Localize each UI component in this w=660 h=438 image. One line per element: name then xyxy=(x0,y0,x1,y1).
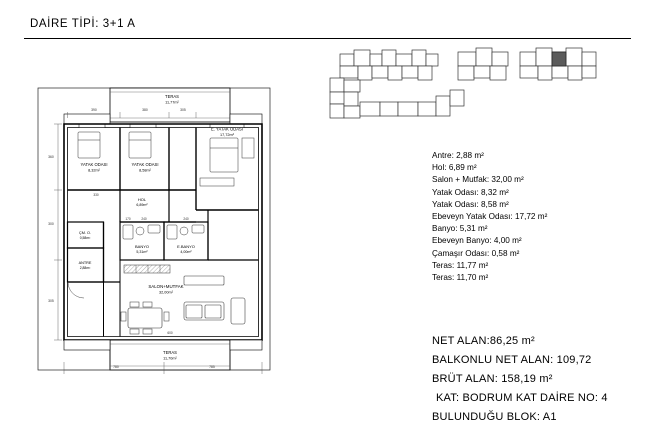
room-label: YATAK ODASI xyxy=(80,162,108,167)
room-label: ÇM. O. xyxy=(78,231,92,235)
area-item: Salon + Mutfak: 32,00 m² xyxy=(432,175,524,185)
area-item: Yatak Odası: 8,58 m² xyxy=(432,199,509,209)
area-item: Ebeveyn Yatak Odası: 17,72 m² xyxy=(432,212,548,222)
dimension-inner: 330 xyxy=(93,193,99,197)
room-area: 8,58m² xyxy=(139,168,151,173)
dimension-left: 360 xyxy=(48,155,54,159)
room-label: E.BANYO xyxy=(177,244,195,249)
area-item: Teras: 11,70 m² xyxy=(432,273,489,283)
title-divider xyxy=(24,38,631,39)
room-area: 5,31m² xyxy=(136,250,148,254)
dimension-left: 305 xyxy=(48,299,54,303)
highlighted-unit-marker xyxy=(552,52,566,66)
room-area: 17,72m² xyxy=(220,133,234,137)
room-label: SALON+MUTFAK xyxy=(148,284,184,289)
dimension-top: 390 xyxy=(91,108,97,112)
dimension-top: 380 xyxy=(142,108,148,112)
dimension-inner: 600 xyxy=(167,331,173,335)
area-item: Yatak Odası: 8,32 m² xyxy=(432,187,509,197)
area-item: Antre: 2,88 m² xyxy=(432,151,484,160)
dimension-bottom: 785 xyxy=(209,365,215,369)
dimension-bottom: 780 xyxy=(113,365,119,369)
floor-and-unit-number: KAT: BODRUM KAT DAİRE NO: 4 xyxy=(436,392,608,404)
dimension-top: 305 xyxy=(180,108,186,112)
room-area: 2,88m² xyxy=(79,266,91,270)
room-label: TERAS xyxy=(165,94,179,99)
area-item: Ebeveyn Banyo: 4,00 m² xyxy=(432,236,522,246)
area-item: Hol: 6,89 m² xyxy=(432,163,477,173)
dimension-inner: 170 xyxy=(125,217,131,221)
summary-block xyxy=(432,332,652,427)
area-item: Banyo: 5,31 m² xyxy=(432,224,488,234)
dimension-inner: 240 xyxy=(183,217,189,221)
room-label: ANTRE xyxy=(78,261,92,265)
room-label: HOL xyxy=(137,197,147,202)
area-item: Çamaşır Odası: 0,58 m² xyxy=(432,248,520,258)
room-area: 11,77m² xyxy=(165,100,179,105)
floor-plan-drawing xyxy=(24,62,304,382)
dimension-left: 300 xyxy=(48,222,54,226)
room-area: 0,58m² xyxy=(79,236,91,240)
key-plan-diagram xyxy=(322,46,612,124)
balcony-net-area: BALKONLU NET ALAN: 109,72 xyxy=(432,354,592,366)
page-title: DAİRE TİPİ: 3+1 A xyxy=(30,18,136,30)
room-label: BANYO xyxy=(134,244,150,249)
room-area: 4,00m² xyxy=(180,250,192,254)
room-label: E. YATAK ODASI xyxy=(210,126,244,132)
room-label: YATAK ODASI xyxy=(131,162,159,167)
gross-area: BRÜT ALAN: 158,19 m² xyxy=(432,373,553,385)
block-name: BULUNDUĞU BLOK: A1 xyxy=(432,411,557,423)
room-area: 8,32m² xyxy=(88,168,100,173)
room-area: 32,00m² xyxy=(159,290,173,295)
room-area: 11,70m² xyxy=(163,356,177,361)
net-area: NET ALAN:86,25 m² xyxy=(432,335,535,347)
area-list xyxy=(432,150,642,284)
area-item: Teras: 11,77 m² xyxy=(432,260,489,270)
room-area: 6,89m² xyxy=(136,203,148,207)
dimension-inner: 240 xyxy=(141,217,147,221)
room-label: TERAS xyxy=(163,350,177,355)
